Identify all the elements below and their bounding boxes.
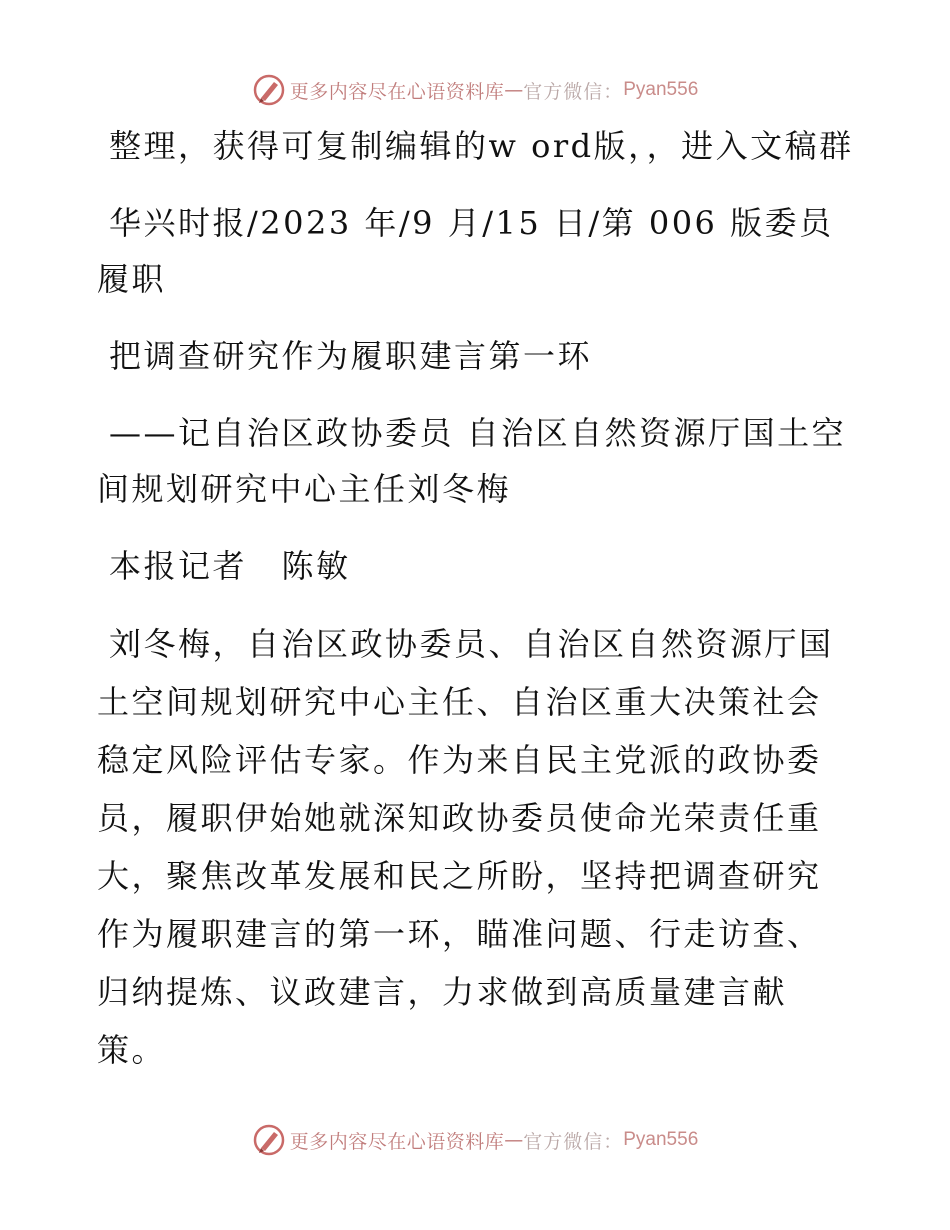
watermark-id: Pyan556 [623,1129,699,1150]
intro-line: 整理，获得可复制编辑的w ord版，，进入文稿群 [109,127,854,165]
watermark-slogan: 更多内容尽在心语资料库 [289,80,505,103]
article-title: 把调查研究作为履职建言第一环 [109,337,593,375]
article-subtitle: ——记自治区政协委员 自治区自然资源厅国土空间规划研究中心主任刘冬梅 [97,414,847,508]
watermark-dash: — [504,1129,524,1151]
watermark-label: 官方微信： [523,80,624,103]
body-paragraph: 刘冬梅，自治区政协委员、自治区自然资源厅国土空间规划研究中心主任、自治区重大决策社会稳定风险评估专家。作为来自民主党派的政协委员，履职伊始她就深知政协委员使命光荣责任重大，聚焦改革发展和民之所盼，坚持把调查研究作为履职建言的第一环，瞄准问题、行走访查、归纳提炼、议政建言，力求做到高质量建言献策。 [97,625,834,1069]
watermark-slogan: 更多内容尽在心语资料库 [289,1130,505,1153]
pen-logo-icon [252,1123,286,1157]
watermark-label: 官方微信： [523,1130,624,1153]
pen-logo-icon [252,73,286,107]
watermark-dash: — [504,79,524,101]
byline: 本报记者 陈敏 [109,547,351,585]
document-body [97,118,855,1100]
watermark-id: Pyan556 [623,79,699,100]
source-line: 华兴时报/2023 年/9 月/15 日/第 006 版委员履职 [97,204,834,298]
watermark-footer [0,1120,950,1160]
watermark-header [0,70,950,110]
